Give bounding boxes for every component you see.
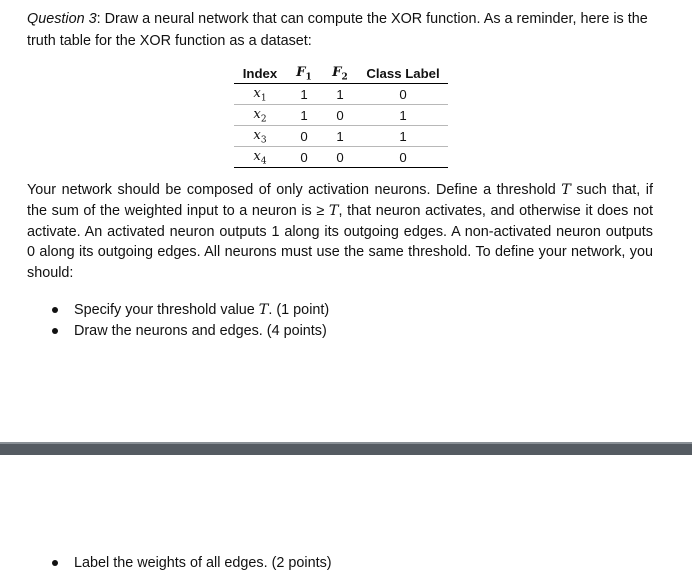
list-item: Label the weights of all edges. (2 points) — [50, 553, 332, 574]
question-body: : Draw a neural network that can compute the XOR function. As a reminder, here is the truth table for the XOR function as a dataset: — [27, 11, 648, 49]
header-f2: $F_2$ — [322, 63, 358, 84]
row-label: 0 — [358, 147, 448, 168]
row-index: $x_3$ — [234, 126, 286, 147]
table-row — [234, 84, 448, 105]
row-f2: 0 — [322, 147, 358, 168]
threshold-symbol: T — [328, 202, 339, 219]
row-f2: 1 — [322, 84, 358, 105]
row-label: 0 — [358, 84, 448, 105]
table-header-row — [234, 63, 448, 84]
row-index: $x_1$ — [234, 84, 286, 105]
instructions-paragraph: Your network should be composed of only activation neurons. Define a threshold T such that, if the sum of the weighted input to a neuron is ≥ T, that neuron activates, and otherwise it does not activate. An activated neuron outputs 1 along its outgoing edges. A non-activated neuron outputs 0 along its outgoing edges. All neurons must use the same threshold. To define your network, you should: — [27, 182, 654, 282]
question-text — [27, 8, 667, 52]
row-f1: 0 — [286, 147, 322, 168]
list-item: Draw the neurons and edges. (4 points) — [50, 321, 329, 342]
requirements-list-continued — [50, 553, 332, 574]
header-class-label: Class Label — [358, 63, 448, 84]
table-row — [234, 105, 448, 126]
table-row — [234, 126, 448, 147]
row-label: 1 — [358, 105, 448, 126]
row-f1: 0 — [286, 126, 322, 147]
header-index: Index — [234, 63, 286, 84]
row-f2: 1 — [322, 126, 358, 147]
bullet-icon — [52, 560, 58, 566]
list-item: Specify your threshold value T. (1 point) — [50, 300, 329, 321]
question-label: Question 3 — [27, 11, 97, 27]
row-index: $x_4$ — [234, 147, 286, 168]
xor-truth-table — [234, 63, 448, 168]
requirements-list — [50, 300, 329, 342]
bullet-icon — [52, 328, 58, 334]
bullet-icon — [52, 307, 58, 313]
table-row — [234, 147, 448, 168]
row-f1: 1 — [286, 105, 322, 126]
row-f1: 1 — [286, 84, 322, 105]
row-index: $x_2$ — [234, 105, 286, 126]
threshold-symbol: T — [561, 182, 571, 198]
row-f2: 0 — [322, 105, 358, 126]
row-label: 1 — [358, 126, 448, 147]
header-f1: $F_1$ — [286, 63, 322, 84]
page-divider-highlight — [0, 442, 692, 444]
